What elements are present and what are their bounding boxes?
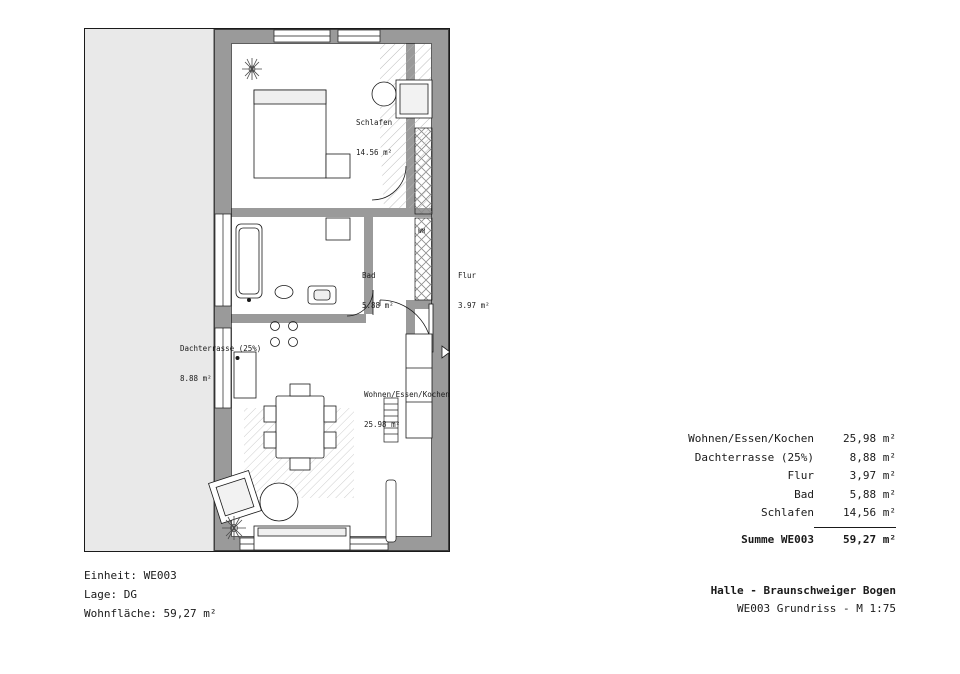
schedule-row <box>636 486 896 505</box>
schedule-row <box>636 430 896 449</box>
schedule-room-area: 8,88 m² <box>849 450 896 464</box>
room-area: 25.98 m² <box>364 420 401 429</box>
unit-living-area-text: Wohnfläche: 59,27 m² <box>84 607 217 620</box>
room-name: Dachterrasse (25%) <box>180 344 262 353</box>
project-name: Halle - Braunschweiger Bogen <box>710 584 896 597</box>
room-label-dachterrasse <box>180 324 261 404</box>
schedule-room-area: 5,88 m² <box>849 487 896 501</box>
schedule-room-name: Bad <box>794 487 814 501</box>
drawing-title: WE003 Grundriss - M 1:75 <box>737 602 896 615</box>
room-name: Wohnen/Essen/Kochen <box>364 390 450 399</box>
room-name: Bad <box>362 271 376 280</box>
schedule-total-label: Summe WE003 <box>741 532 814 546</box>
room-label-schlafen <box>356 98 392 178</box>
schedule-room-name: Dachterrasse (25%) <box>694 450 814 464</box>
schedule-room-name: Flur <box>787 469 814 482</box>
schedule-total-value: 59,27 m² <box>843 532 896 546</box>
room-area: 3.97 m² <box>458 301 490 310</box>
schedule-row <box>636 449 896 468</box>
schedule-row <box>636 504 896 523</box>
floor-plan-drawing <box>84 28 490 552</box>
room-area: 5.88 m² <box>362 301 394 310</box>
room-label-flur <box>458 251 490 331</box>
schedule-room-name: Schlafen <box>761 506 814 519</box>
room-name: Schlafen <box>356 118 393 127</box>
schedule-room-area: 25,98 m² <box>843 432 896 445</box>
room-area: 14.56 m² <box>356 148 393 157</box>
schedule-room-area: 3,97 m² <box>849 469 896 482</box>
area-schedule <box>636 430 896 549</box>
schedule-room-name: Wohnen/Essen/Kochen <box>688 432 814 445</box>
unit-id-text: Einheit: WE003 <box>84 569 177 582</box>
schedule-total-row <box>636 531 896 550</box>
title-block <box>596 582 896 618</box>
schedule-total-divider <box>814 527 896 528</box>
washing-machine-label: WM <box>418 228 426 235</box>
unit-info-block <box>84 566 216 623</box>
schedule-room-area: 14,56 m² <box>843 506 896 519</box>
room-label-wohnen <box>364 370 450 450</box>
schedule-row <box>636 467 896 486</box>
unit-floor-text: Lage: DG <box>84 588 137 601</box>
room-label-bad <box>362 251 394 331</box>
room-name: Flur <box>458 271 477 280</box>
room-area: 8.88 m² <box>180 374 212 383</box>
